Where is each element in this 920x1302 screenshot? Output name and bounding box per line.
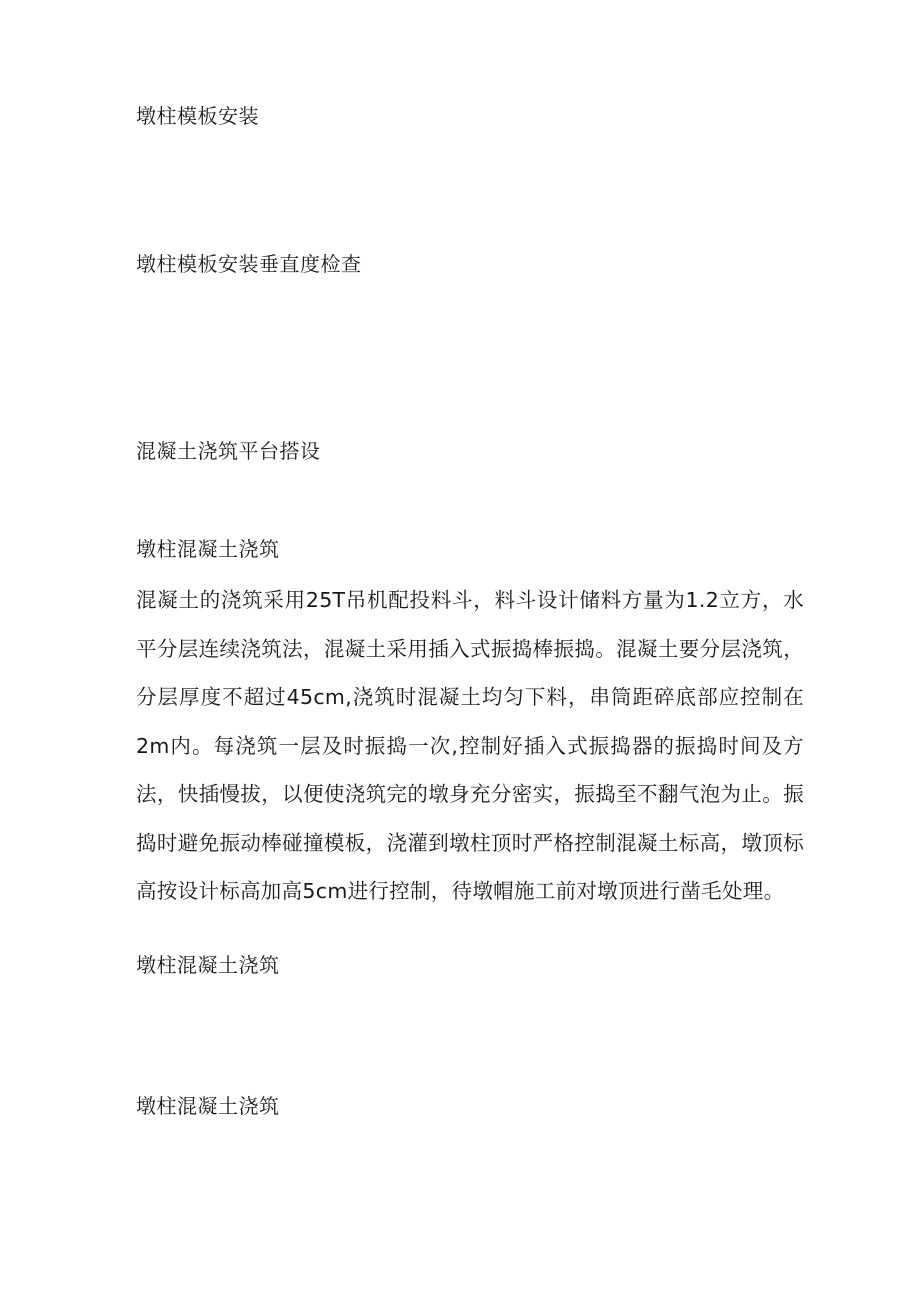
caption-pier-concrete-pouring-3: 墩柱混凝土浇筑 [136, 1094, 280, 1118]
caption-pouring-platform-setup: 混凝土浇筑平台搭设 [136, 439, 321, 463]
body-paragraph: 混凝土的浇筑采用25T吊机配投料斗，料斗设计储料方量为1.2立方，水平分层连续浇筑法，混凝土采用插入式振捣棒振捣。混凝土要分层浇筑，分层厚度不超过45cm,浇筑时混凝土均匀下料，串筒距碎底部应控制在2m内。每浇筑一层及时振捣一次,控制好插入式振捣器的振捣时间及方法，快插慢拔，以便使浇筑完的墩身充分密实，振捣至不翻气泡为止。振捣时避免振动棒碰撞模板，浇灌到墩柱顶时严格控制混凝土标高，墩顶标高按设计标高加高5cm进行控制，待墩帽施工前对墩顶进行凿毛处理。 [136, 588, 804, 903]
caption-pier-concrete-pouring-2: 墩柱混凝土浇筑 [136, 953, 280, 977]
caption-pier-formwork-install: 墩柱模板安装 [136, 104, 259, 128]
caption-formwork-verticality-check: 墩柱模板安装垂直度检查 [136, 252, 362, 276]
caption-pier-concrete-pouring: 墩柱混凝土浇筑 [136, 537, 280, 561]
